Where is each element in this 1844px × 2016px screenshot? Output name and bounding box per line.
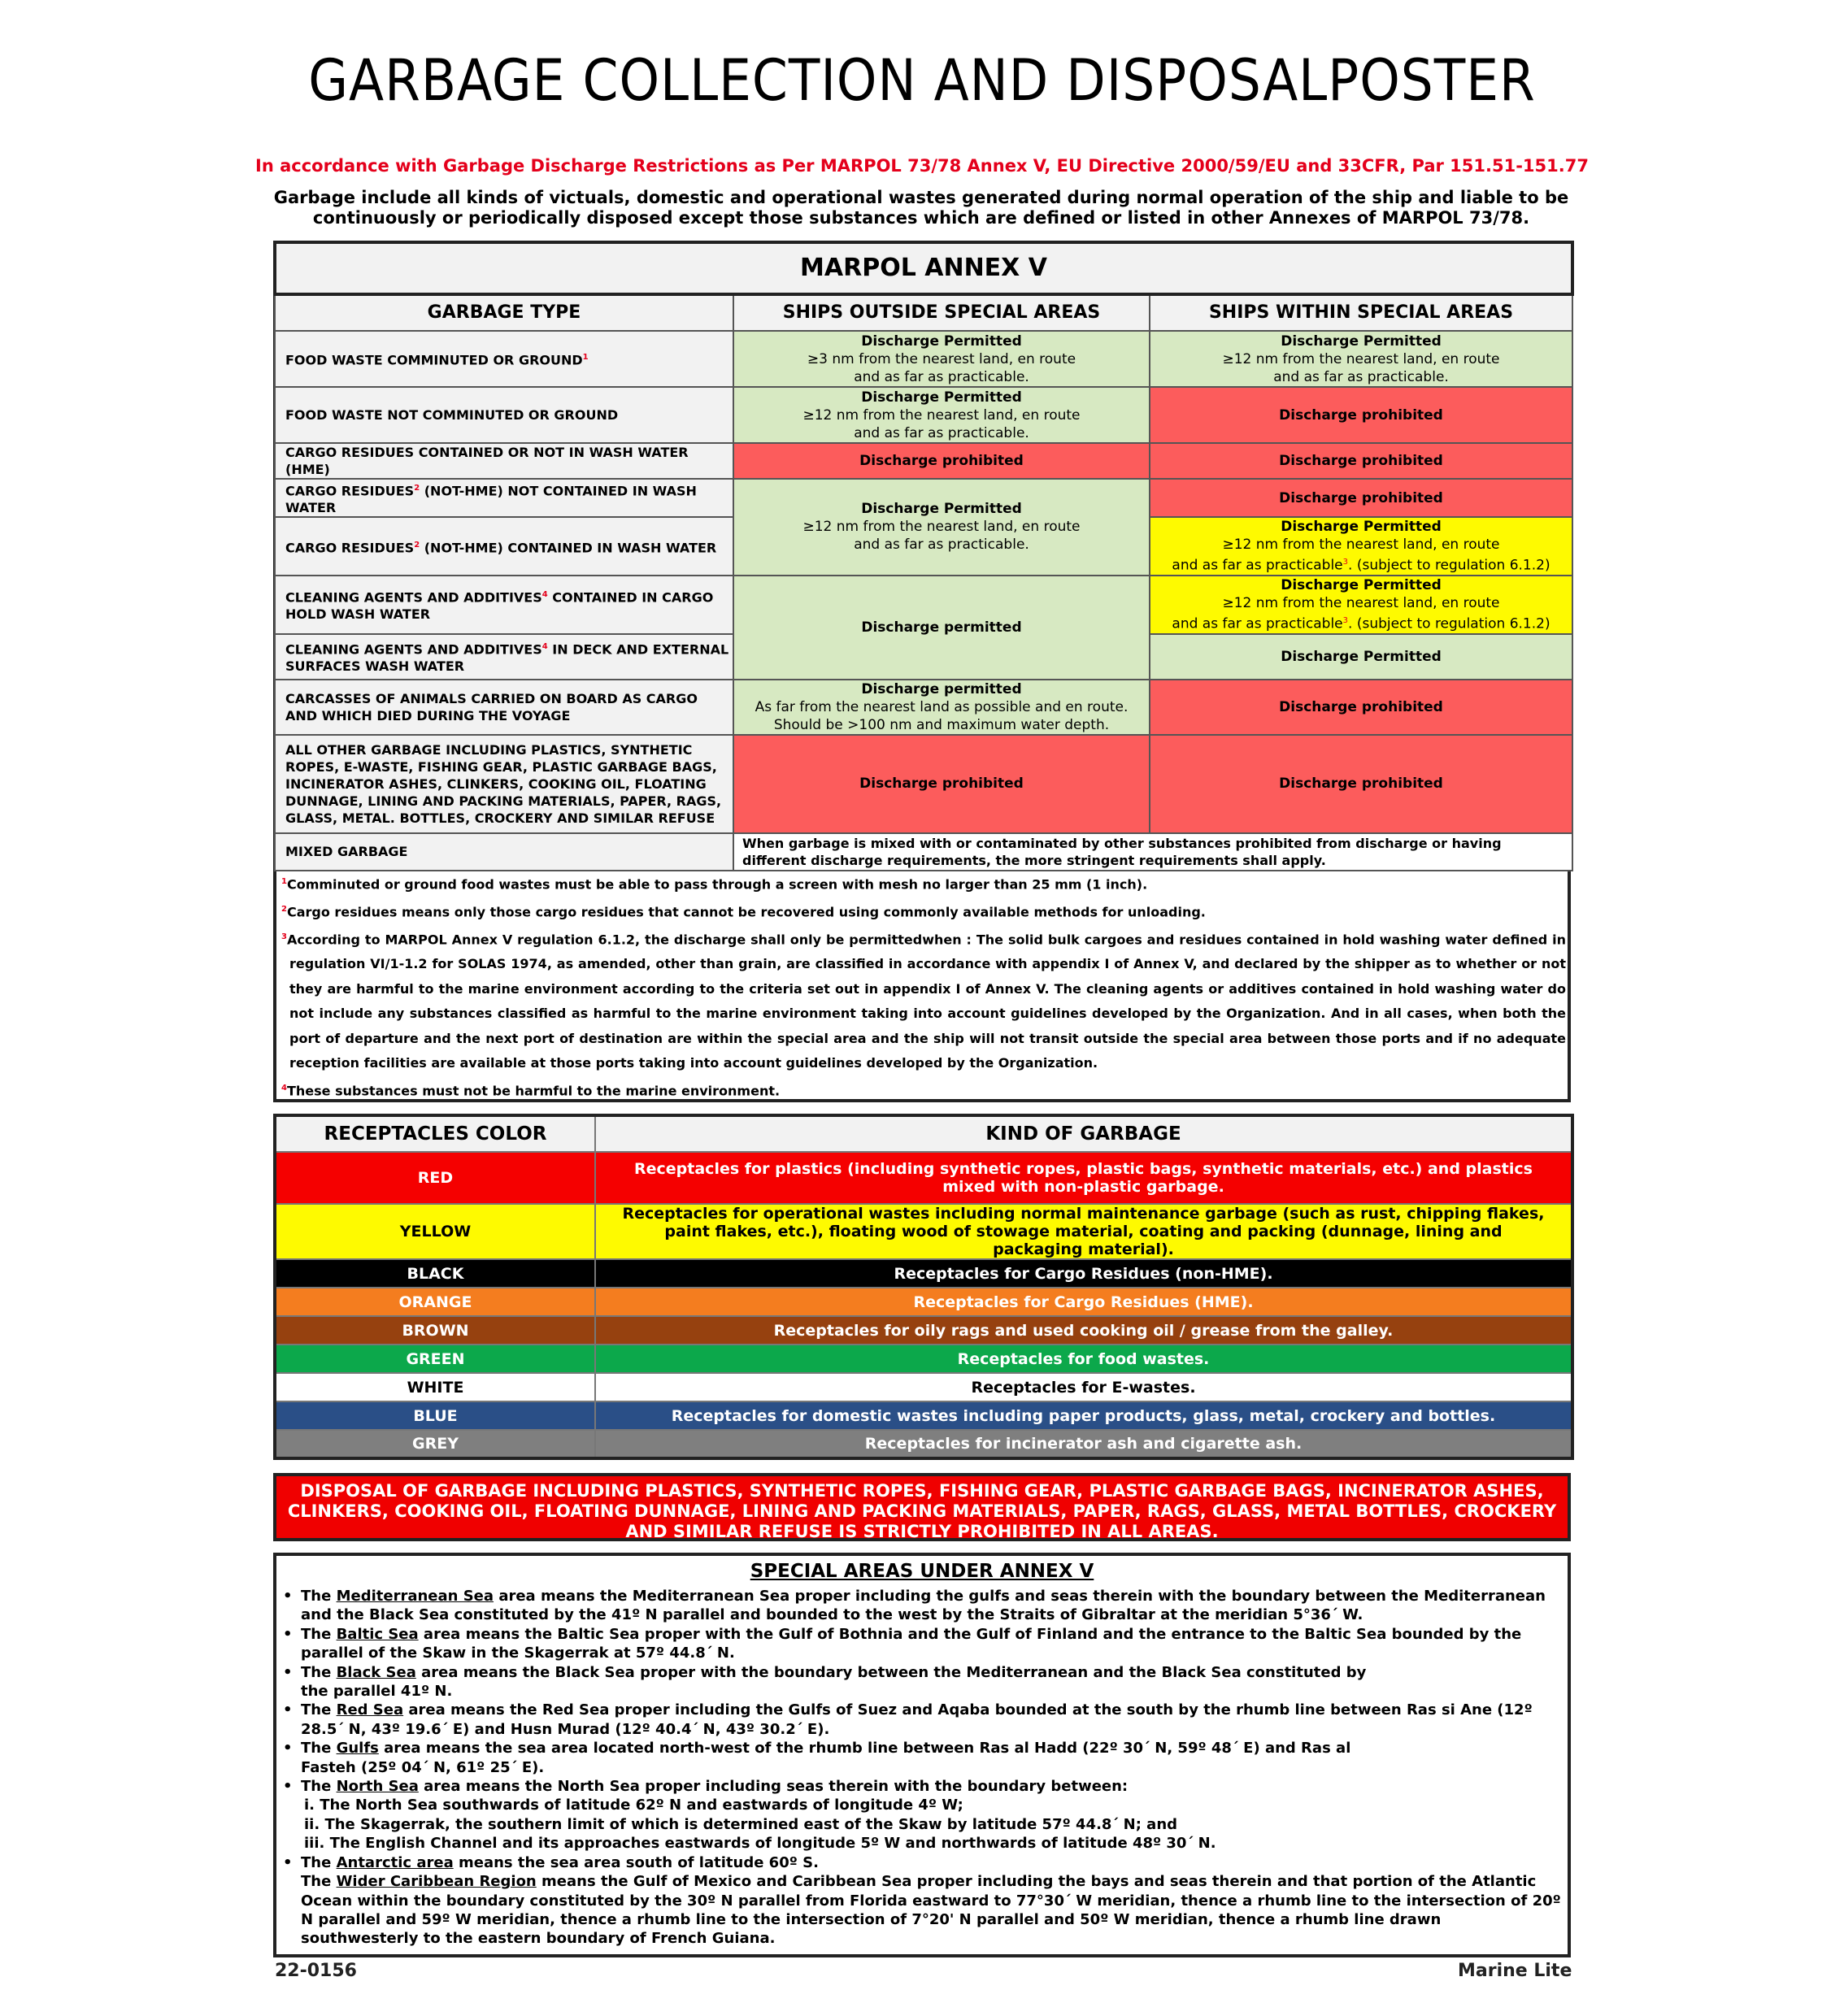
mixed-garbage-rule: When garbage is mixed with or contaminated by other substances prohibited from discharge or having different discharge requirements, the more stringent requirements shall apply.	[733, 833, 1572, 871]
footnote-2: $^2$Cargo residues means only those cargo residues that cannot be recovered using commonly available methods for unloading.	[281, 904, 1206, 920]
prohibition-banner: DISPOSAL OF GARBAGE INCLUDING PLASTICS, SYNTHETIC ROPES, FISHING GEAR, PLASTIC GARBAGE BAGS, INCINERATOR ASHES, CLINKERS, COOKING OIL, FLOATING DUNNAGE, LINING AND PACKING MATERIALS, PAPER, RAGS, GLASS, METAL BOTTLES, CROCKERY AND SIMILAR REFUSE IS STRICTLY PROHIBITED IN ALL AREAS.	[273, 1473, 1571, 1541]
receptacle-color: WHITE	[275, 1373, 595, 1401]
within-cleaning-deck: Discharge Permitted	[1150, 634, 1572, 680]
footnotes	[281, 870, 1566, 1104]
garbage-type-food-not-ground: FOOD WASTE NOT COMMINUTED OR GROUND	[275, 387, 733, 443]
brand-name: Marine Lite	[1458, 1961, 1572, 1981]
receptacle-kind: Receptacles for operational wastes including normal maintenance garbage (such as rust, chipping flakes, paint flakes, etc.), floating wood of stowage material, coating and packing (dunnage, lining and packaging material).	[595, 1204, 1572, 1259]
special-areas-box	[273, 1553, 1571, 1957]
receptacle-row	[275, 1204, 1572, 1259]
list-item: i. The North Sea southwards of latitude 62º N and eastwards of longitude 4º W;	[304, 1797, 963, 1814]
outside-cleaning-agents: Discharge permitted	[733, 576, 1150, 680]
receptacle-kind: Receptacles for food wastes.	[595, 1345, 1572, 1373]
receptacle-color: RED	[275, 1152, 595, 1204]
receptacle-row	[275, 1373, 1572, 1401]
list-item: • The Gulfs area means the sea area located north-west of the rhumb line between Ras al Hadd (22º 30΄ N, 59º 48΄ E) and Ras al Fasteh (25º 04΄ N, 61º 25΄ E).	[301, 1739, 1561, 1777]
regulation-subtitle: In accordance with Garbage Discharge Restrictions as Per MARPOL 73/78 Annex V, EU Directive 2000/59/EU and 33CFR, Par 151.51-151.77	[255, 156, 1589, 176]
header-outside-special: SHIPS OUTSIDE SPECIAL AREAS	[733, 294, 1150, 331]
outside-cargo-non-hme: Discharge Permitted ≥12 nm from the nearest land, en route and as far as practicable.	[733, 479, 1150, 576]
receptacle-row	[275, 1259, 1572, 1288]
receptacle-color: GREEN	[275, 1345, 595, 1373]
within-carcasses: Discharge prohibited	[1150, 680, 1572, 735]
garbage-type-all-other: ALL OTHER GARBAGE INCLUDING PLASTICS, SYNTHETIC ROPES, E-WASTE, FISHING GEAR, PLASTIC GARBAGE BAGS, INCINERATOR ASHES, CLINKERS, COOKING OIL, FLOATING DUNNAGE, LINING AND PACKING MATERIALS, PAPER, RAGS, GLASS, METAL. BOTTLES, CROCKERY AND SIMILAR REFUSE	[275, 735, 733, 833]
receptacle-row	[275, 1288, 1572, 1316]
header-garbage-type: GARBAGE TYPE	[275, 294, 733, 331]
receptacle-color: BLACK	[275, 1259, 595, 1288]
list-item: • The North Sea area means the North Sea proper including seas therein with the boundary between:	[301, 1777, 1561, 1796]
list-item: The Wider Caribbean Region means the Gulf of Mexico and Caribbean Sea proper including the bays and seas therein and that portion of the Atlantic Ocean within the boundary constituted by the 30º N parallel from Florida eastward to 77°30΄ W meridian, thence a rhumb line to the intersection of 20º N parallel and 59º W meridian, thence a rhumb line to the intersection of 7°20' N parallel and 50º W meridian, thence a rhumb line drawn southwesterly to the eastern boundary of French Guiana.	[301, 1873, 1561, 1948]
within-food-not-ground: Discharge prohibited	[1150, 387, 1572, 443]
header-receptacles-color: RECEPTACLES COLOR	[275, 1115, 595, 1152]
outside-food-not-ground: Discharge Permitted ≥12 nm from the nearest land, en route and as far as practicable.	[733, 387, 1150, 443]
receptacle-kind: Receptacles for Cargo Residues (non-HME).	[595, 1259, 1572, 1288]
outside-all-other: Discharge prohibited	[733, 735, 1150, 833]
list-item: ii. The Skagerrak, the southern limit of which is determined east of the Skaw by latitude 57º 44.8΄ N; and	[304, 1815, 1178, 1833]
special-areas-title: SPECIAL AREAS UNDER ANNEX V	[750, 1561, 1094, 1582]
header-kind-of-garbage: KIND OF GARBAGE	[595, 1115, 1572, 1152]
list-item: • The Antarctic area means the sea area south of latitude 60º S.	[301, 1853, 1561, 1872]
within-cargo-not-wash: Discharge prohibited	[1150, 479, 1572, 517]
poster	[210, 0, 1634, 2016]
garbage-type-food-ground: FOOD WASTE COMMINUTED OR GROUND$^1$	[275, 331, 733, 387]
list-item: iii. The English Channel and its approaches eastwards of longitude 5º W and northwards of latitude 48º 30΄ N.	[304, 1835, 1216, 1853]
receptacle-kind: Receptacles for incinerator ash and cigarette ash.	[595, 1430, 1572, 1458]
receptacle-color: BLUE	[275, 1401, 595, 1430]
receptacle-color: BROWN	[275, 1316, 595, 1345]
receptacle-kind: Receptacles for domestic wastes including paper products, glass, metal, crockery and bottles.	[595, 1401, 1572, 1430]
list-item: • The Baltic Sea area means the Baltic Sea proper with the Gulf of Bothnia and the Gulf of Finland and the entrance to the Baltic Sea bounded by the parallel of the Skaw in the Skagerrak at 57º 44.8΄ N.	[301, 1625, 1561, 1663]
receptacle-kind: Receptacles for Cargo Residues (HME).	[595, 1288, 1572, 1316]
receptacles-table	[273, 1114, 1574, 1460]
garbage-type-cleaning-deck: CLEANING AGENTS AND ADDITIVES$^4$ IN DECK AND EXTERNAL SURFACES WASH WATER	[275, 634, 733, 680]
receptacle-color: GREY	[275, 1430, 595, 1458]
intro-text: Garbage include all kinds of victuals, domestic and operational wastes generated during normal operation of the ship and liable to be continuously or periodically disposed except those substances which are defined or listed in other Annexes of MARPOL 73/78.	[273, 188, 1569, 228]
garbage-type-cleaning-hold: CLEANING AGENTS AND ADDITIVES$^4$ CONTAINED IN CARGO HOLD WASH WATER	[275, 576, 733, 634]
garbage-type-cargo-hme: CARGO RESIDUES CONTAINED OR NOT IN WASH WATER (HME)	[275, 443, 733, 479]
receptacle-row	[275, 1430, 1572, 1458]
list-item: • The Black Sea area means the Black Sea proper with the boundary between the Mediterranean and the Black Sea constituted by the parallel 41º N.	[301, 1663, 1561, 1701]
footnote-3: $^3$According to MARPOL Annex V regulation 6.1.2, the discharge shall only be permittedwhen : The solid bulk cargoes and residues contained in hold washing water defined in regulation VI/1-1.2 for SOLAS 1974, as amended, other than grain, are classified in accordance with appendix I of Annex V, and declared by the shipper as to whether or not they are harmful to the marine environment according to the criteria set out in appendix I of Annex V. The cleaning agents or additives contained in hold washing water do not include any substances classified as harmful to the marine environment taking into account guidelines developed by the Organization. And in all cases, when both the port of departure and the next port of destination are within the special area and the ship will not transit outside the special area between those ports and if no adequate reception facilities are available at those ports taking into account guidelines developed by the Organization.	[281, 931, 1566, 1071]
within-all-other: Discharge prohibited	[1150, 735, 1572, 833]
garbage-type-mixed: MIXED GARBAGE	[275, 833, 733, 871]
within-cleaning-hold: Discharge Permitted ≥12 nm from the nearest land, en route and as far as practicable$^3$. (subject to regulation 6.1.2)	[1150, 576, 1572, 634]
product-code: 22-0156	[275, 1961, 357, 1981]
list-item: • The Red Sea area means the Red Sea proper including the Gulfs of Suez and Aqaba bounded at the south by the rhumb line between Ras si Ane (12º 28.5΄ N, 43º 19.6΄ E) and Husn Murad (12º 40.4΄ N, 43º 30.2΄ E).	[301, 1701, 1561, 1739]
outside-carcasses: Discharge permitted As far from the nearest land as possible and en route. Should be >100 nm and maximum water depth.	[733, 680, 1150, 735]
header-within-special: SHIPS WITHIN SPECIAL AREAS	[1150, 294, 1572, 331]
special-areas-list	[276, 1587, 1561, 1949]
footnote-1: $^1$Comminuted or ground food wastes must be able to pass through a screen with mesh no larger than 25 mm (1 inch).	[281, 876, 1148, 893]
marpol-table	[273, 241, 1574, 871]
receptacle-row	[275, 1152, 1572, 1204]
receptacle-kind: Receptacles for plastics (including synthetic ropes, plastic bags, synthetic materials, etc.) and plastics mixed with non-plastic garbage.	[595, 1152, 1572, 1204]
marpol-title: MARPOL ANNEX V	[275, 242, 1572, 294]
receptacle-row	[275, 1316, 1572, 1345]
outside-food-ground: Discharge Permitted ≥3 nm from the nearest land, en route and as far as practicable.	[733, 331, 1150, 387]
within-cargo-hme: Discharge prohibited	[1150, 443, 1572, 479]
receptacle-color: ORANGE	[275, 1288, 595, 1316]
receptacle-color: YELLOW	[275, 1204, 595, 1259]
garbage-type-carcasses: CARCASSES OF ANIMALS CARRIED ON BOARD AS CARGO AND WHICH DIED DURING THE VOYAGE	[275, 680, 733, 735]
receptacle-kind: Receptacles for E-wastes.	[595, 1373, 1572, 1401]
list-item: • The Mediterranean Sea area means the Mediterranean Sea proper including the gulfs and seas therein with the boundary between the Mediterranean and the Black Sea constituted by the 41º N parallel and bounded to the west by the Straits of Gibraltar at the meridian 5°36΄ W.	[301, 1587, 1561, 1625]
poster-title: GARBAGE COLLECTION AND DISPOSALPOSTER	[308, 47, 1536, 114]
garbage-type-cargo-wash: CARGO RESIDUES$^2$ (NOT-HME) CONTAINED IN WASH WATER	[275, 517, 733, 576]
within-food-ground: Discharge Permitted ≥12 nm from the nearest land, en route and as far as practicable.	[1150, 331, 1572, 387]
within-cargo-wash: Discharge Permitted ≥12 nm from the nearest land, en route and as far as practicable$^3$. (subject to regulation 6.1.2)	[1150, 517, 1572, 576]
footnote-4: $^4$These substances must not be harmful to the marine environment.	[281, 1083, 781, 1099]
receptacle-kind: Receptacles for oily rags and used cooking oil / grease from the galley.	[595, 1316, 1572, 1345]
receptacle-row	[275, 1345, 1572, 1373]
receptacle-row	[275, 1401, 1572, 1430]
garbage-type-cargo-not-wash: CARGO RESIDUES$^2$ (NOT-HME) NOT CONTAINED IN WASH WATER	[275, 479, 733, 517]
outside-cargo-hme: Discharge prohibited	[733, 443, 1150, 479]
